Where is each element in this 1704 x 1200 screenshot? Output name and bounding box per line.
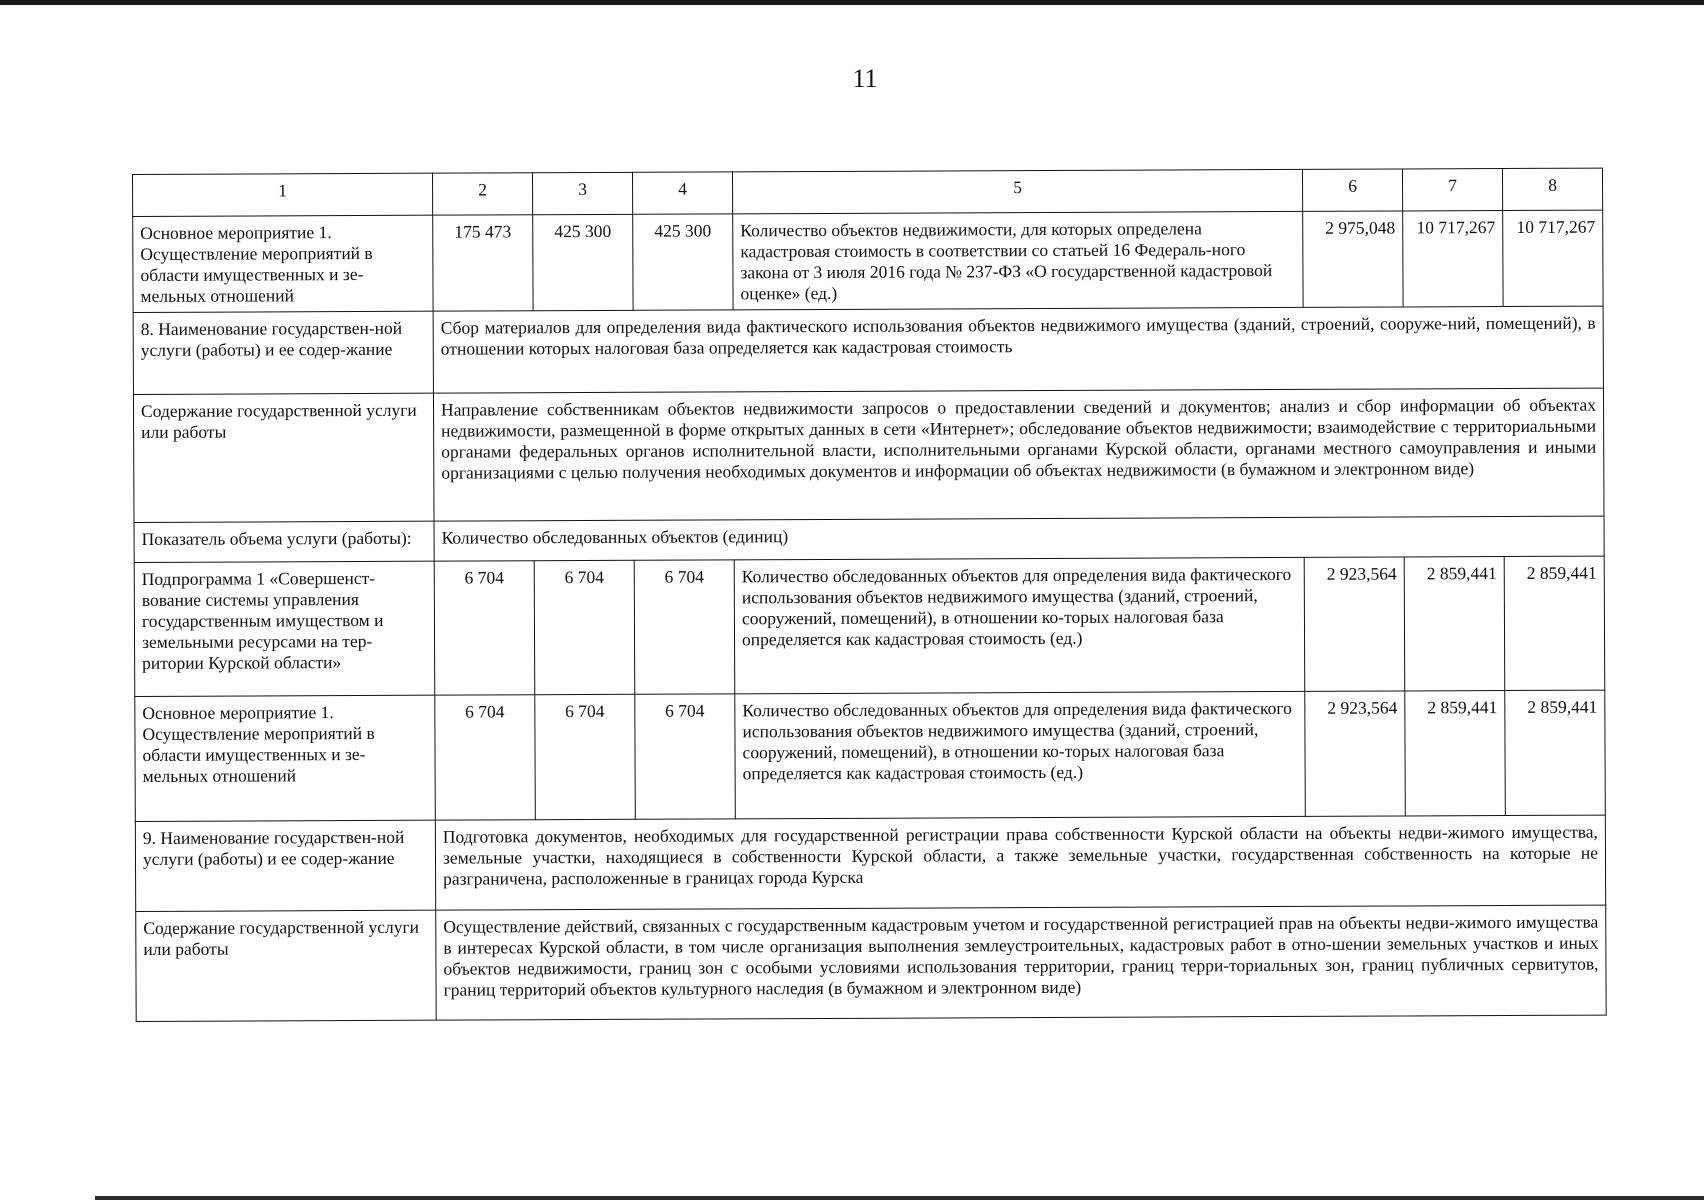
- indicator-description: Количество обследованных объектов для определения вида фактического использования объектов недвижимого имущества (зданий, строений, сооружений, помещений), в отношении ко-торых налоговая база определяется как кадастровая стоимость (ед.): [735, 691, 1306, 818]
- value-cell: 2 975,048: [1303, 211, 1403, 307]
- table-row: [134, 556, 1605, 696]
- table-row: [133, 210, 1603, 312]
- row-label: Основное мероприятие 1. Осуществление мероприятий в области имущественных и зе-мельных отношений: [133, 215, 433, 312]
- indicator-description: Количество обследованных объектов для определения вида фактического использования объектов недвижимого имущества (зданий, строений, сооружений, помещений), в отношении ко-торых налоговая база определяется как кадастровая стоимость (ед.): [734, 557, 1305, 693]
- column-header: 3: [532, 172, 632, 214]
- value-cell: 425 300: [533, 214, 633, 310]
- value-cell: 6 704: [435, 695, 536, 820]
- value-cell: 175 473: [433, 215, 533, 311]
- value-cell: 2 859,441: [1405, 691, 1506, 816]
- row-label: Содержание государственной услуги или работы: [136, 910, 436, 1021]
- table-row: [134, 516, 1604, 562]
- value-cell: 2 859,441: [1404, 557, 1505, 691]
- scan-edge-top: [0, 0, 1704, 5]
- row-label: Основное мероприятие 1. Осуществление мероприятий в области имущественных и зе-мельных отношений: [135, 695, 436, 821]
- column-header: 7: [1402, 169, 1502, 211]
- row-label: Подпрограмма 1 «Совершенст-вование системы управления государственным имуществом и земельными ресурсами на тер-ритории Курской области»: [134, 561, 435, 696]
- column-header: 4: [632, 172, 732, 214]
- value-cell: 425 300: [633, 214, 733, 310]
- indicator-table: [132, 168, 1607, 1022]
- table-row: [136, 905, 1606, 1021]
- value-cell: 6 704: [434, 561, 535, 695]
- table-row: [133, 388, 1604, 522]
- row-label: 9. Наименование государствен-ной услуги (работы) и ее содер-жание: [135, 820, 435, 911]
- indicator-description: Количество объектов недвижимости, для которых определена кадастровая стоимость в соответствии со статьей 16 Федераль-ного закона от 3 июля 2016 года № 237-ФЗ «О государственной кадастровой оценке» (ед.): [733, 211, 1303, 309]
- value-cell: 6 704: [534, 560, 635, 694]
- value-cell: 2 859,441: [1504, 556, 1605, 690]
- value-cell: 2 859,441: [1505, 690, 1606, 815]
- merged-text-cell: Количество обследованных объектов (единиц): [434, 516, 1604, 561]
- value-cell: 2 923,564: [1305, 691, 1406, 816]
- merged-text-cell: Сбор материалов для определения вида фактического использования объектов недвижимого имущества (зданий, строений, сооруже-ний, помещений), в отношении которых налоговая база определяется как кадастровая стоимость: [433, 306, 1603, 393]
- column-header: 2: [432, 173, 532, 215]
- row-label: Содержание государственной услуги или работы: [133, 393, 434, 522]
- table-row: [135, 815, 1605, 911]
- value-cell: 2 923,564: [1304, 557, 1405, 691]
- row-label: Показатель объема услуги (работы):: [134, 521, 434, 562]
- merged-text-cell: Подготовка документов, необходимых для государственной регистрации права собственности Курской области на объекты недви-жимого имущества, земельные участки, находящиеся в собственности Курской области, а также земельные участки, государственная собственность на которые не разграничена, расположенные в границах города Курска: [435, 815, 1605, 910]
- table-row: [135, 690, 1606, 821]
- page-number: 11: [852, 64, 878, 93]
- scan-edge-bottom: [95, 1196, 1704, 1200]
- column-header: 1: [133, 173, 433, 216]
- merged-text-cell: Осуществление действий, связанных с государственным кадастровым учетом и государственной регистрацией прав на объекты недви-жимого имущества в интересах Курской области, в том числе организация выполнения землеустроительных, кадастровых работ в отно-шении земельных участков и иных объектов недвижимости, границ зон с особыми условиями использования территории, границ терри-ториальных зон, границ публичных сервитутов, границ территорий объектов культурного наследия (в бумажном и электронном виде): [436, 905, 1606, 1020]
- column-header: 8: [1502, 168, 1602, 210]
- value-cell: 10 717,267: [1403, 211, 1503, 307]
- column-header: 6: [1302, 169, 1402, 211]
- merged-text-cell: Направление собственникам объектов недвижимости запросов о предоставлении сведений и документов; анализ и сбор информации об объектах недвижимости, размещенной в форме открытых данных в сети «Интернет»; обследование объектов недвижимости; взаимодействие с территориальными органами федеральных органов исполнительной власти, исполнительными органами Курской области, органами местного самоуправления и иными организациями с целью получения необходимых документов и информации об объектах недвижимости (в бумажном и электронном виде): [433, 388, 1604, 521]
- value-cell: 10 717,267: [1503, 210, 1603, 306]
- column-header: 5: [732, 169, 1302, 213]
- row-label: 8. Наименование государствен-ной услуги (работы) и ее содер-жание: [133, 311, 433, 394]
- header-row: [133, 168, 1603, 216]
- value-cell: 6 704: [635, 694, 736, 819]
- value-cell: 6 704: [535, 694, 636, 819]
- table-row: [133, 306, 1603, 394]
- value-cell: 6 704: [634, 560, 735, 694]
